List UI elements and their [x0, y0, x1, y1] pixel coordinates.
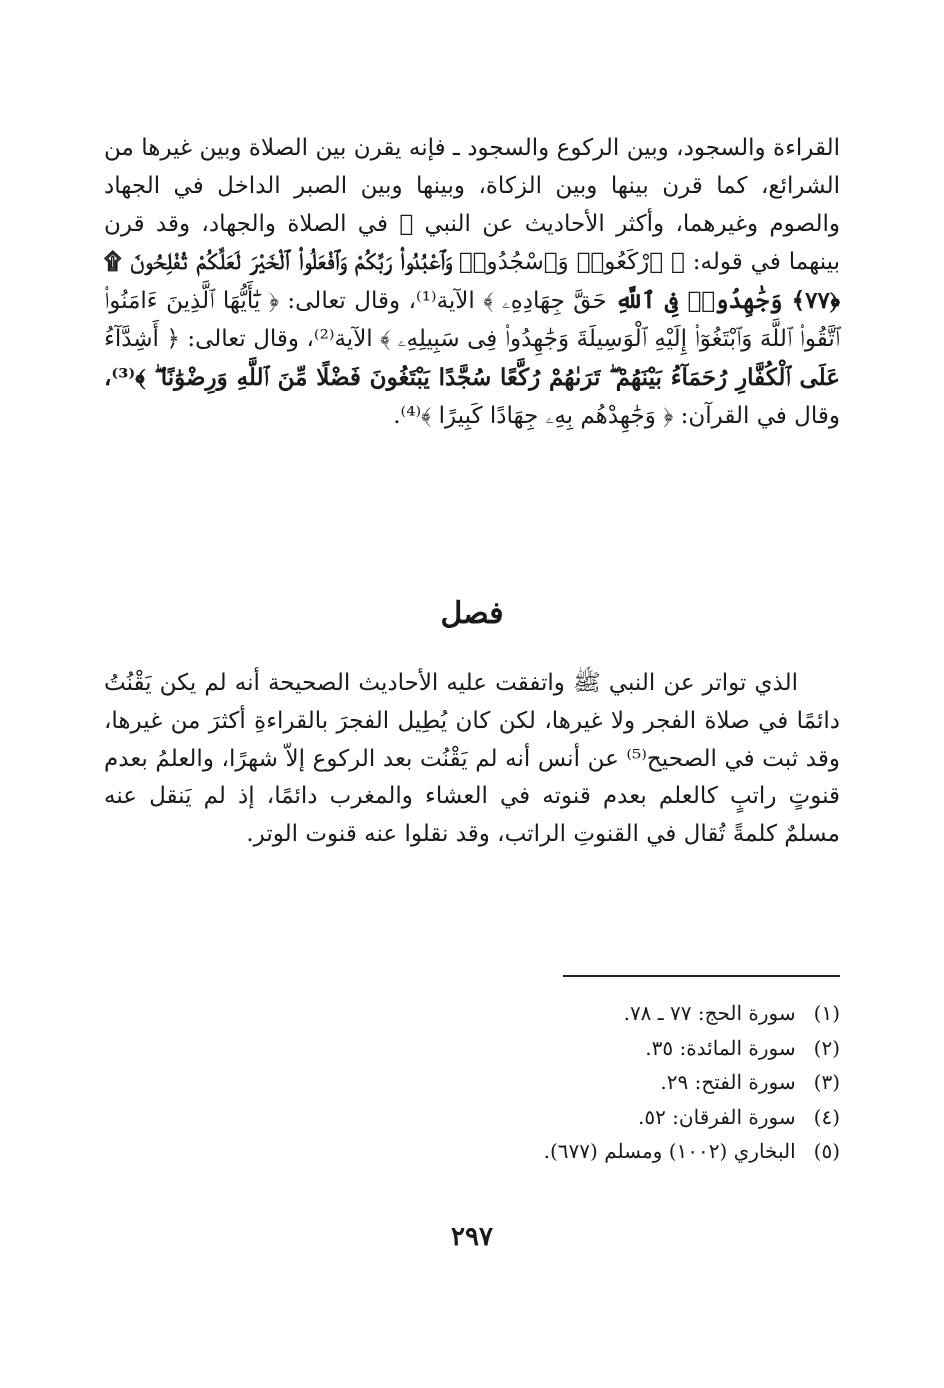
quran-verse-line: وَٱعْبُدُوا۟ رَبَّكُمْ وَٱفْعَلُوا۟ ٱلْخَيْرَ لَعَلَّكُمْ تُفْلِحُونَ ۩ ﴿٧٧﴾ وَجَٰهِدُوا۟ فِى ٱللَّهِ: [104, 248, 841, 315]
footnote-text: البخاري (١٠٠٢) ومسلم (٦٧٧).: [543, 1139, 796, 1163]
footnote-text: سورة الحج: ٧٧ ـ ٧٨.: [623, 1001, 796, 1025]
footnote-text: سورة الفتح: ٢٩.: [660, 1070, 796, 1094]
footnote-divider: [563, 975, 840, 977]
paragraph-2-line: الذي تواتر عن النبي ﷺ واتفقت عليه الأحاديث الصحيحة أنه لم: [204, 670, 799, 696]
quran-verse-line: عَلَى ٱلْكُفَّارِ رُحَمَآءُ بَيْنَهُمْ ۖ تَرَىٰهُمْ رُكَّعًا سُجَّدًا يَبْتَغُونَ فَضْلًا مِّنَ ٱللَّهِ وَرِضْوَٰنًا ۖ ﴾⁽³⁾،: [104, 363, 840, 391]
footnote-text: سورة المائدة: ٣٥.: [645, 1035, 796, 1060]
paragraph-2-line: العشاء والمغرب دائمًا، إذ لم يَنقل عنه مسلمٌ كلمةً تُقال في القنوتِ: [104, 783, 840, 848]
paragraph-1-line: حَقَّ جِهَادِهِۦ ﴾ الآية⁽¹⁾، وقال تعالى: ﴿ يَٰٓأَيُّهَا ٱلَّذِينَ ءَامَنُوا۟ ٱتَّقُوا۟ ٱللَّهَ: [104, 288, 841, 352]
paragraph-1-line: الداخل في الجهاد والصوم وغيرهما، وأكثر الأحاديث عن النبي ﷺ: [104, 172, 840, 237]
footnotes-list: [380, 996, 840, 1169]
footnote-item: [380, 1100, 840, 1135]
page-number: ٢٩٧: [451, 1222, 493, 1252]
footnote-number: (٢): [813, 1035, 840, 1060]
footnote-number: (٤): [813, 1104, 840, 1129]
footnote-number: (٣): [813, 1070, 840, 1094]
paragraph-2-line: بعد الركوع إلاّ شهرًا، والعلمُ بعدم قنوتٍ راتبٍ كالعلم بعدم قنوته في: [104, 745, 841, 810]
footnote-number: (١): [813, 1001, 840, 1025]
footnote-item: [380, 1065, 840, 1100]
paragraph-1-line: وَٱبْتَغُوٓا۟ إِلَيْهِ ٱلْوَسِيلَةَ وَجَٰهِدُوا۟ فِى سَبِيلِهِۦ ﴾ الآية⁽²⁾، وقال تعالى: ﴿ أَشِدَّآءُ: [104, 325, 753, 352]
paragraph-1-line: في الصلاة والجهاد، وقد قرن بينهما في قوله: ﴿ ٱرْكَعُوا۟ وَٱسْجُدُوا۟: [104, 210, 840, 276]
footnote-number: (٥): [813, 1139, 840, 1163]
paragraph-2-line: بالقراءةِ أكثرَ من غيرها، وقد ثبت في الصحيح⁽⁵⁾ عن أنس أنه لم يَقْنُت: [104, 707, 840, 772]
footnote-item: [380, 996, 840, 1031]
footnote-item: [380, 1031, 840, 1066]
paragraph-2-line: الراتب، وقد نقلوا عنه قنوت الوتر.: [246, 821, 567, 848]
paragraph-2: [104, 665, 840, 854]
paragraph-1-line: القراءة والسجود، وبين الركوع والسجود ـ فإنه يقرن بين الصلاة وبين: [199, 135, 840, 161]
paragraph-1-line: غيرها من الشرائع، كما قرن بينها وبين الزكاة، وبينها وبين الصبر: [104, 135, 841, 199]
footnote-item: [380, 1134, 840, 1169]
paragraph-1: [104, 130, 840, 435]
section-heading: فصل: [440, 596, 504, 631]
paragraph-1-line: وقال في القرآن: ﴿ وَجَٰهِدْهُم بِهِۦ جِهَادًا كَبِيرًا ﴾⁽⁴⁾.: [393, 402, 840, 429]
footnote-text: سورة الفرقان: ٥٢.: [637, 1104, 796, 1129]
paragraph-2-line: يكن يَقْنُتُ دائمًا في صلاة الفجر ولا غيرها، لكن كان يُطِيل الفجرَ: [104, 670, 841, 734]
